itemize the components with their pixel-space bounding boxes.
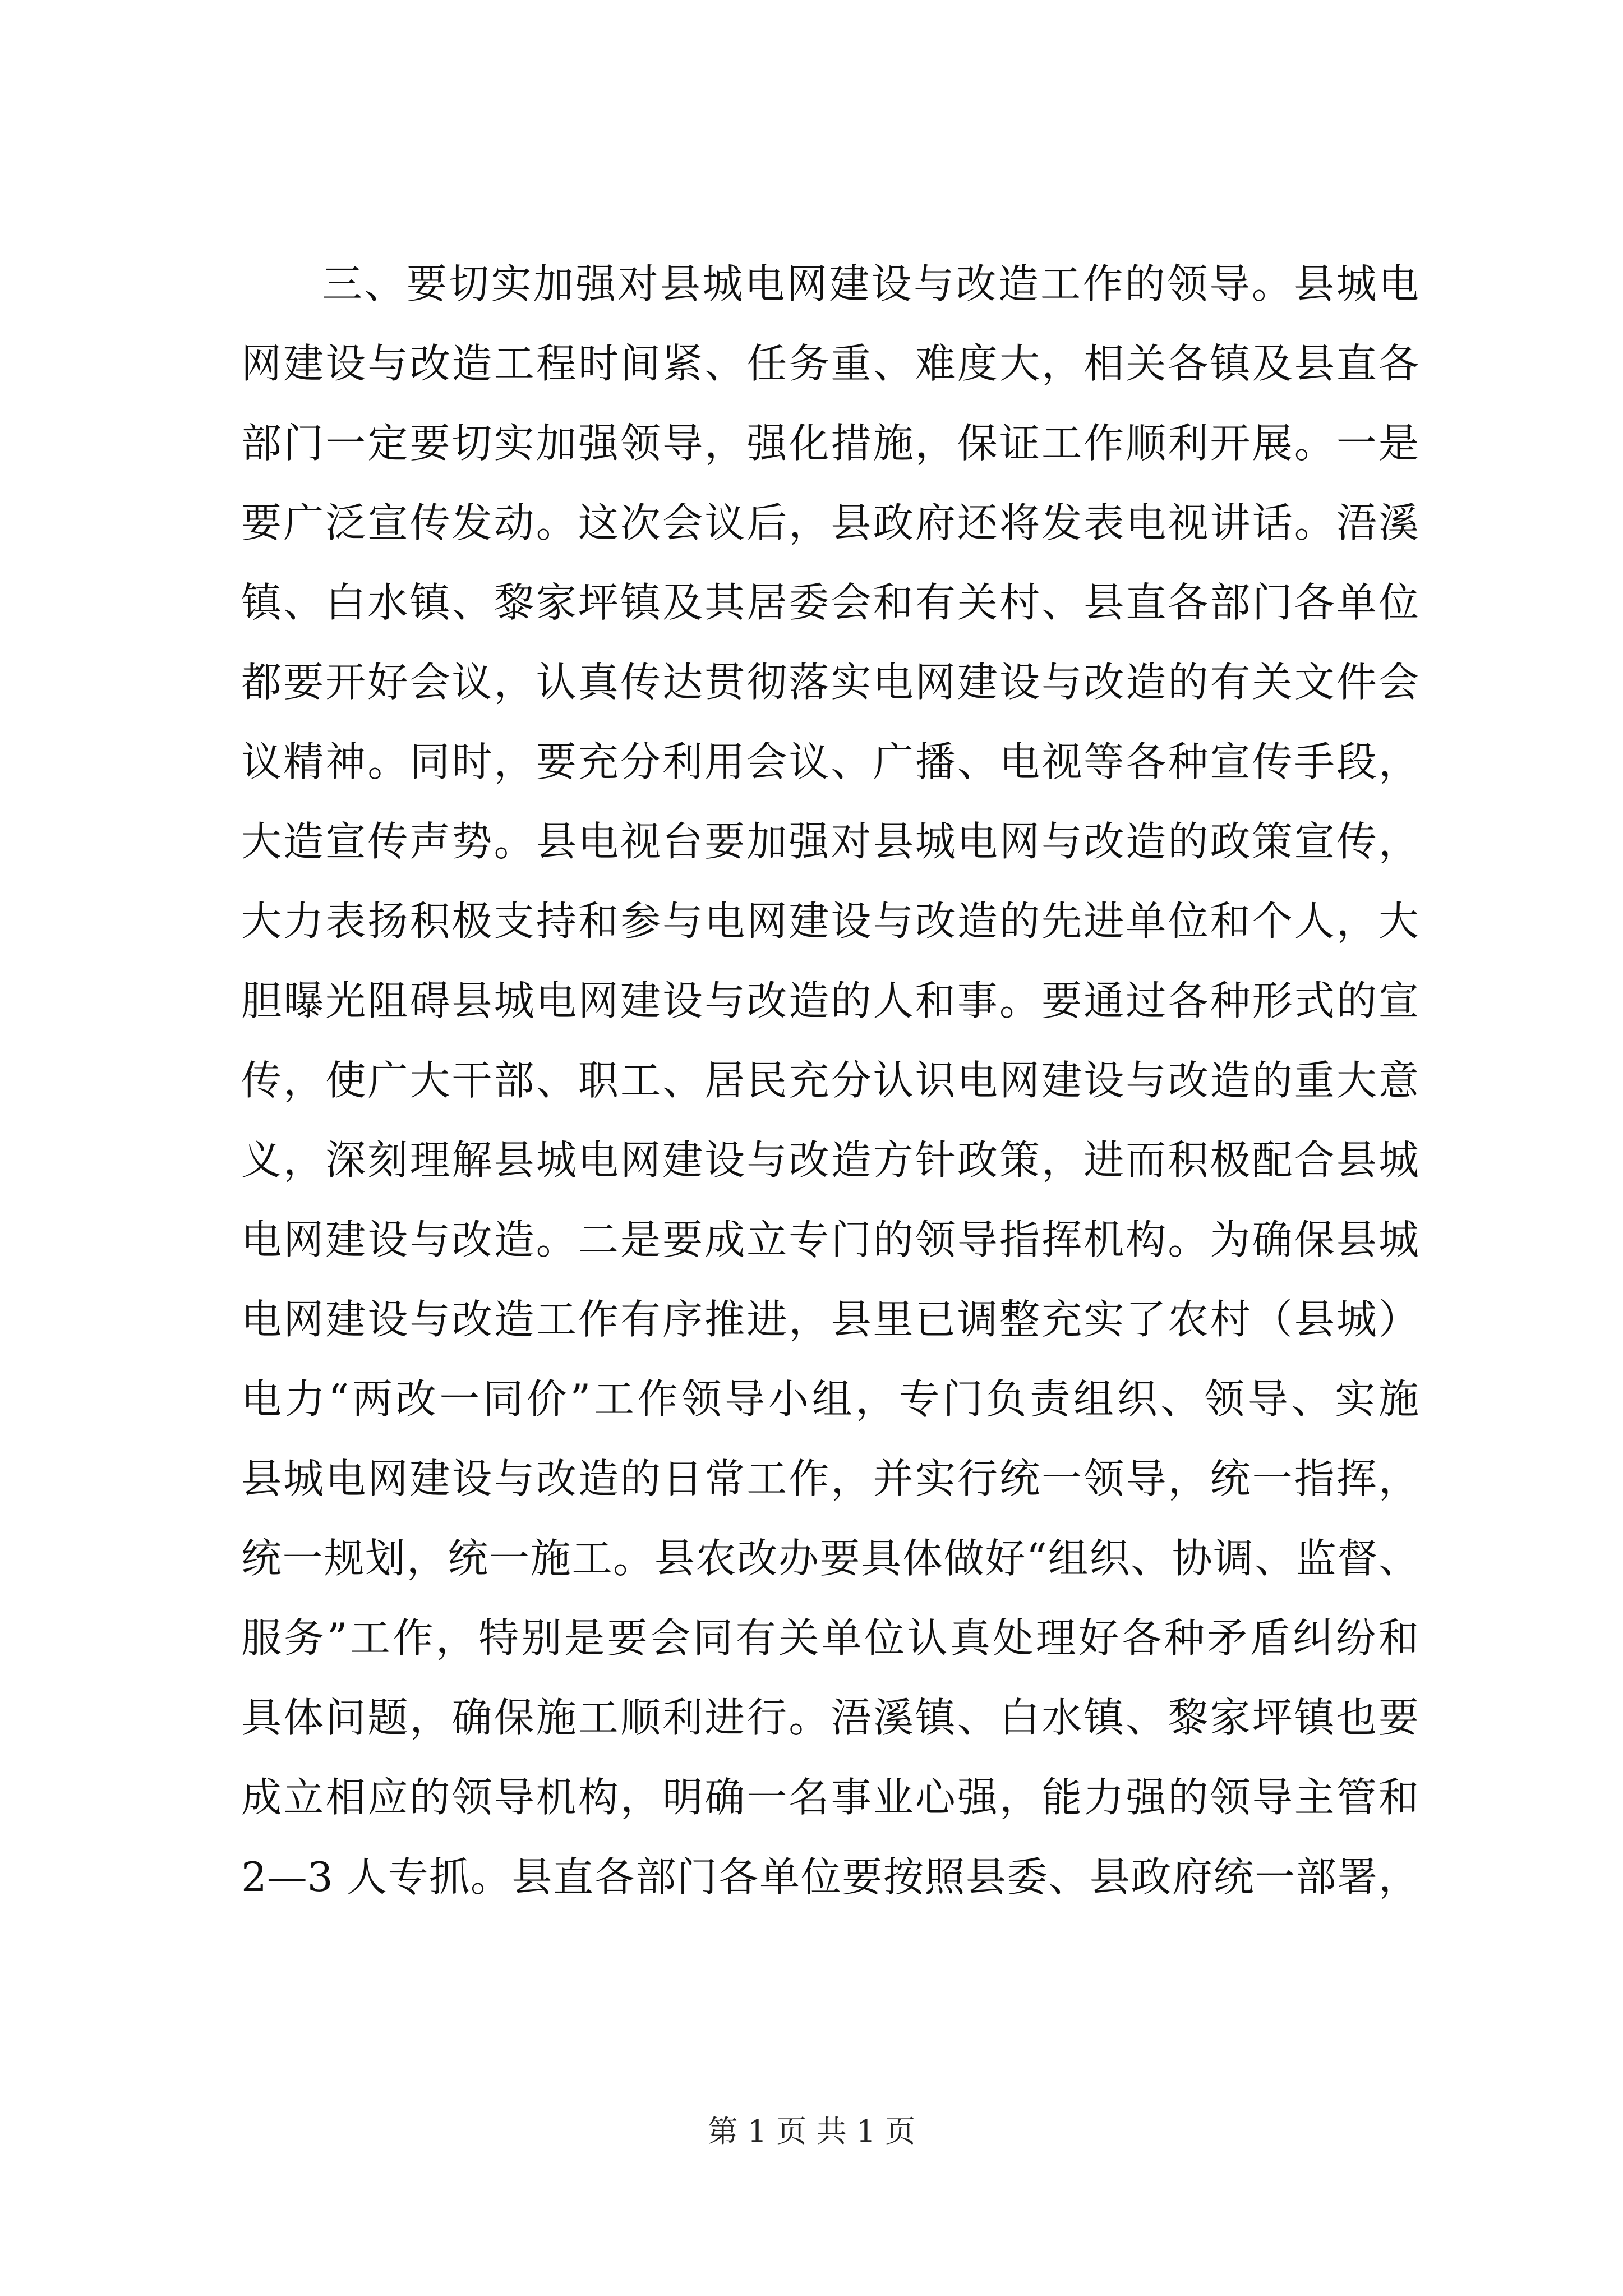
text-line: 部门一定要切实加强领导，强化措施，保证工作顺利开展。一是	[241, 420, 1419, 467]
text-line: 2—3 人专抓。县直各部门各单位要按照县委、县政府统一部署，	[241, 1853, 1419, 1901]
text-line: 镇、白水镇、黎家坪镇及其居委会和有关村、县直各部门各单位	[241, 579, 1419, 626]
page-number-footer: 第 1 页 共 1 页	[707, 2114, 916, 2149]
text-line: 网建设与改造工程时间紧、任务重、难度大，相关各镇及县直各	[241, 340, 1419, 387]
text-line: 胆曝光阻碍县城电网建设与改造的人和事。要通过各种形式的宣	[241, 977, 1419, 1024]
text-line: 电力“两改一同价”工作领导小组，专门负责组织、领导、实施	[241, 1375, 1419, 1423]
text-line: 县城电网建设与改造的日常工作，并实行统一领导，统一指挥，	[241, 1455, 1419, 1502]
text-line: 议精神。同时，要充分利用会议、广播、电视等各种宣传手段，	[241, 738, 1419, 785]
text-line: 传，使广大干部、职工、居民充分认识电网建设与改造的重大意	[241, 1057, 1419, 1104]
text-line: 大力表扬积极支持和参与电网建设与改造的先进单位和个人，大	[241, 898, 1419, 945]
text-line: 成立相应的领导机构，明确一名事业心强，能力强的领导主管和	[241, 1774, 1419, 1821]
text-line: 统一规划，统一施工。县农改办要具体做好“组织、协调、监督、	[241, 1535, 1419, 1582]
body-paragraph	[241, 244, 1419, 1917]
text-line: 具体问题，确保施工顺利进行。浯溪镇、白水镇、黎家坪镇也要	[241, 1694, 1419, 1741]
text-line: 电网建设与改造工作有序推进，县里已调整充实了农村（县城）	[241, 1296, 1419, 1343]
text-line: 电网建设与改造。二是要成立专门的领导指挥机构。为确保县城	[241, 1216, 1419, 1263]
text-line: 义，深刻理解县城电网建设与改造方针政策，进而积极配合县城	[241, 1137, 1419, 1184]
text-line: 大造宣传声势。县电视台要加强对县城电网与改造的政策宣传，	[241, 818, 1419, 865]
text-line: 服务”工作，特别是要会同有关单位认真处理好各种矛盾纠纷和	[241, 1614, 1419, 1662]
text-line: 都要开好会议，认真传达贯彻落实电网建设与改造的有关文件会	[241, 659, 1419, 706]
text-line: 要广泛宣传发动。这次会议后，县政府还将发表电视讲话。浯溪	[241, 499, 1419, 546]
text-line: 三、要切实加强对县城电网建设与改造工作的领导。县城电	[322, 260, 1419, 307]
